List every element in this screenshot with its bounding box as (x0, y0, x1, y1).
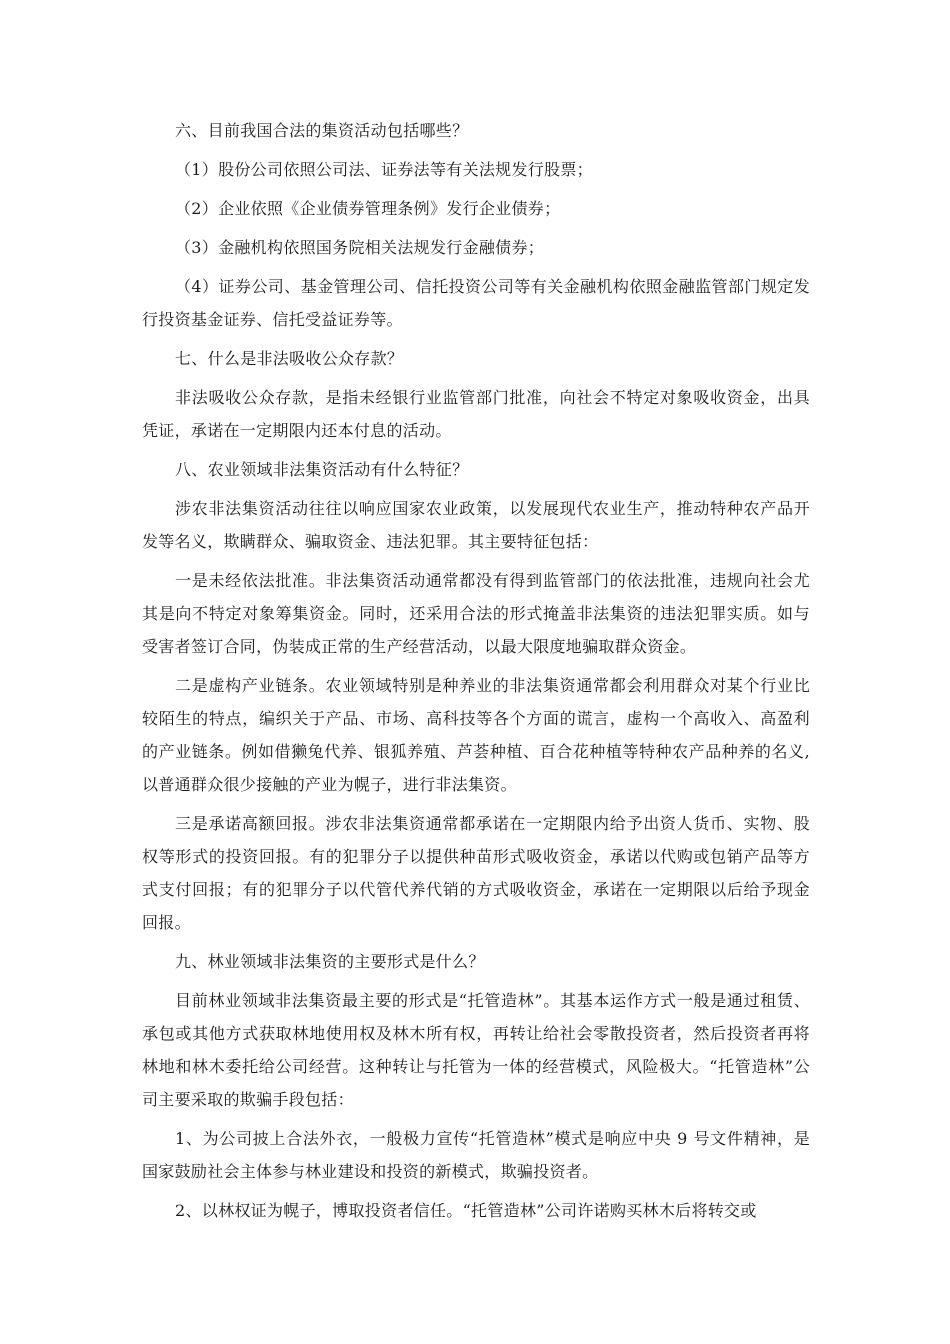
paragraph-8-feature-2: 二是虚构产业链条。农业领域特别是种养业的非法集资通常都会利用群众对某个行业比较陌生的特点，编织关于产品、市场、高科技等各个方面的谎言，虚构一个高收入、高盈利的产业链条。例如借獭兔代养、银狐养殖、芦荟种植、百合花种植等特种农产品种养的名义,以普通群众很少接触的产业为幌子，进行非法集资。 (142, 676, 810, 794)
paragraph-7-answer: 非法吸收公众存款，是指未经银行业监管部门批准，向社会不特定对象吸收资金，出具凭证，承诺在一定期限内还本付息的活动。 (142, 388, 810, 440)
paragraph-8-intro: 涉农非法集资活动往往以响应国家农业政策，以发展现代农业生产，推动特种农产品开发等名义，欺瞒群众、骗取资金、违法犯罪。其主要特征包括： (142, 499, 810, 551)
paragraph-8-feature-3: 三是承诺高额回报。涉农非法集资通常都承诺在一定期限内给予出资人货币、实物、股权等形式的投资回报。有的犯罪分子以提供种苗形式吸收资金，承诺以代购或包销产品等方式支付回报；有的犯罪分子以代管代养代销的方式吸收资金，承诺在一定期限以后给予现金回报。 (142, 814, 810, 932)
section-heading-9: 九、林业领域非法集资的主要形式是什么？ (175, 952, 485, 971)
paragraph-8-feature-1: 一是未经依法批准。非法集资活动通常都没有得到监管部门的依法批准，违规向社会尤其是向不特定对象筹集资金。同时，还采用合法的形式掩盖非法集资的违法犯罪实质。如与受害者签订合同，伪装成正常的生产经营活动，以最大限度地骗取群众资金。 (142, 571, 810, 656)
document-body (142, 114, 810, 1227)
paragraph-9-intro: 目前林业领域非法集资最主要的形式是“托管造林”。其基本运作方式一般是通过租赁、承包或其他方式获取林地使用权及林木所有权，再转让给社会零散投资者，然后投资者再将林地和林木委托给公司经营。这种转让与托管为一体的经营模式，风险极大。“托管造林”公司主要采取的欺骗手段包括： (142, 991, 810, 1109)
section-heading-6: 六、目前我国合法的集资活动包括哪些？ (175, 121, 469, 140)
section-heading-8: 八、农业领域非法集资活动有什么特征？ (175, 460, 469, 479)
paragraph-9-item-1: 1、为公司披上合法外衣，一般极力宣传“托管造林”模式是响应中央 9 号文件精神，是国家鼓励社会主体参与林业建设和投资的新模式，欺骗投资者。 (142, 1129, 810, 1181)
list-item-6-2: （2）企业依照《企业债券管理条例》发行企业债券； (175, 199, 561, 218)
list-item-6-3: （3）金融机构依照国务院相关法规发行金融债券； (175, 238, 545, 257)
list-item-6-1: （1）股份公司依照公司法、证券法等有关法规发行股票； (175, 160, 593, 179)
list-item-6-4: （4）证券公司、基金管理公司、信托投资公司等有关金融机构依照金融监管部门规定发行投资基金证券、信托受益证券等。 (142, 277, 810, 329)
section-heading-7: 七、什么是非法吸收公众存款？ (175, 349, 404, 368)
paragraph-9-item-2: 2、以林权证为幌子，博取投资者信任。“托管造林”公司许诺购买林木后将转交或 (175, 1201, 757, 1220)
